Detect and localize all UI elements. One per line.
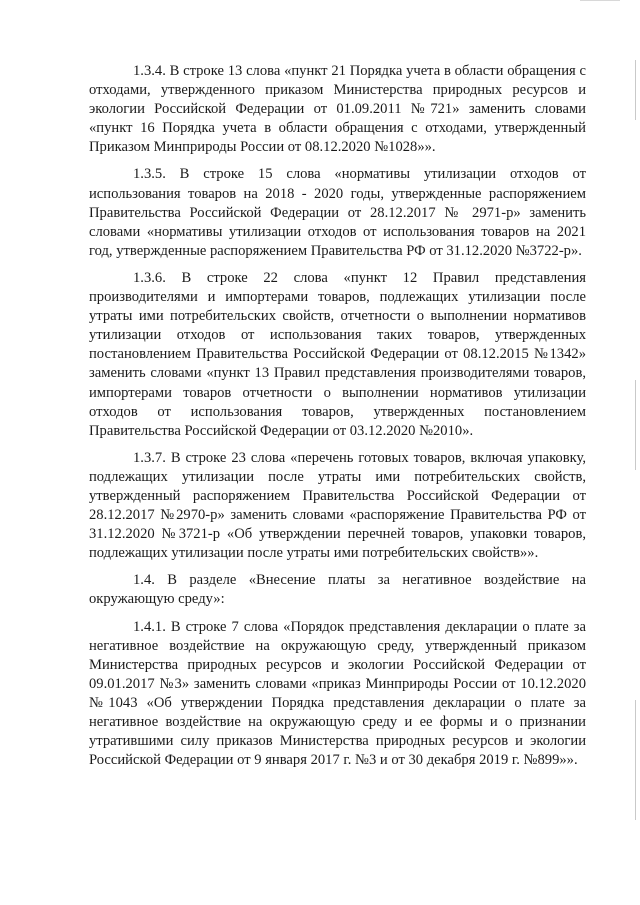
paragraph-1-3-6: 1.3.6. В строке 22 слова «пункт 12 Правил представления производителями и импортерами товаров, подлежащих утилизации после утраты ими потребительских свойств, отчетности о выполнении нормативов утилизации отходов от использования таких товаров, утвержденных постановлением Правительства Российской Федерации от 08.12.2015 №1342» заменить словами «пункт 13 Правил представления производителями товаров, импортерами товаров отчетности о выполнении нормативов утилизации отходов от использования товаров, утвержденных постановлением Правительства Российской Федерации от 03.12.2020 №2010». [89, 269, 586, 439]
scan-artifact [635, 700, 636, 820]
document-body [89, 62, 586, 778]
scan-artifact [635, 380, 636, 470]
paragraph-1-4-1: 1.4.1. В строке 7 слова «Порядок представления декларации о плате за негативное воздействие на окружающую среду, утвержденный приказом Министерства природных ресурсов и экологии Российской Федерации от 09.01.2017 №3» заменить словами «приказ Минприроды России от 10.12.2020 №1043 «Об утверждении Порядка представления декларации о плате за негативное воздействие на окружающую среду и ее формы и о признании утратившими силу приказов Министерства природных ресурсов и экологии Российской Федерации от 9 января 2017 г. №3 и от 30 декабря 2019 г. №899»». [89, 618, 586, 769]
paragraph-1-3-4: 1.3.4. В строке 13 слова «пункт 21 Порядка учета в области обращения с отходами, утвержденного приказом Министерства природных ресурсов и экологии Российской Федерации от 01.09.2011 №721» заменить словами «пункт 16 Порядка учета в области обращения с отходами, утвержденный Приказом Минприроды России от 08.12.2020 №1028»». [89, 63, 586, 156]
paragraph-1-3-5: 1.3.5. В строке 15 слова «нормативы утилизации отходов от использования товаров на 2018 - 2020 годы, утвержденные распоряжением Правительства Российской Федерации от 28.12.2017 № 2971-р» заменить словами «нормативы утилизации отходов от использования товаров на 2021 год, утвержденные распоряжением Правительства РФ от 31.12.2020 №3722-р». [89, 166, 586, 259]
paragraph-1-3-7: 1.3.7. В строке 23 слова «перечень готовых товаров, включая упаковку, подлежащих утилизации после утраты ими потребительских свойств, утвержденный распоряжением Правительства Российской Федерации от 28.12.2017 №2970-р» заменить словами «распоряжение Правительства РФ от 31.12.2020 №3721-р «Об утверждении перечней товаров, упаковки товаров, подлежащих утилизации после утраты ими потребительских свойств»». [89, 449, 586, 562]
scan-artifact [580, 0, 620, 7]
paragraph-1-4: 1.4. В разделе «Внесение платы за негативное воздействие на окружающую среду»: [89, 572, 586, 608]
scan-artifact [635, 60, 636, 120]
